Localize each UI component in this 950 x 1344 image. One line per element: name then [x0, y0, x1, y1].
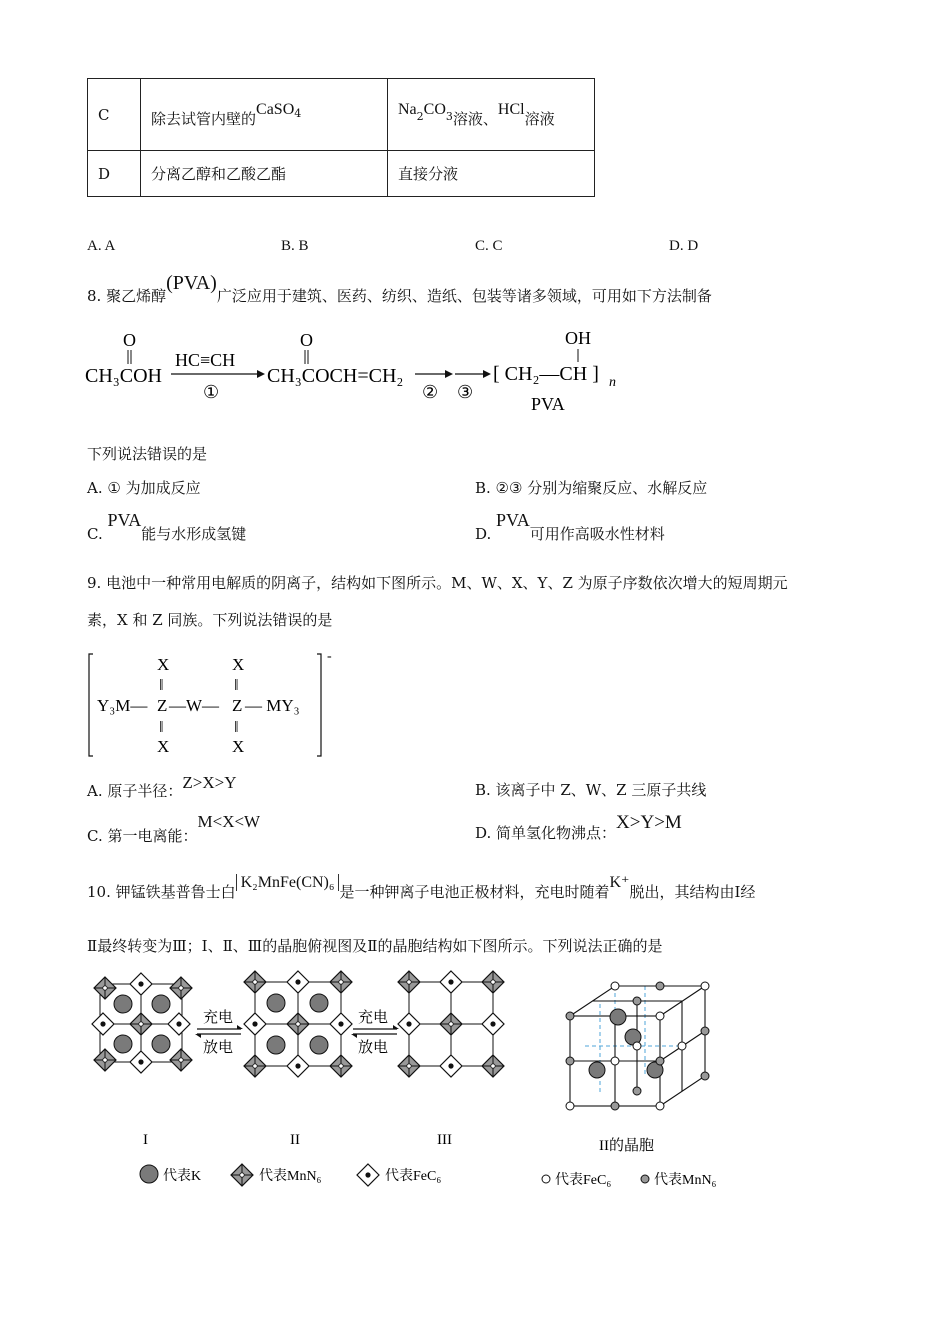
q7-option-c: C. C [475, 238, 503, 254]
k-atom [610, 1009, 626, 1025]
legend-mnn6: 代表MnN₆ [259, 1169, 322, 1184]
charge-arrows-1 [195, 1008, 243, 1056]
z-atom-right: Z [232, 696, 243, 715]
legend-fec6: 代表FeC₆ [385, 1169, 442, 1184]
q7-option-b: B. B [281, 238, 309, 254]
x-atom-bottom-right: X [232, 737, 245, 756]
svg-text:充电: 充电 [203, 1010, 234, 1026]
q8-option-a: A. ① 为加成反应 [87, 479, 201, 497]
legend-mnn6-cell: 代表MnN₆ [654, 1173, 717, 1188]
svg-text:放电: 放电 [358, 1040, 389, 1056]
k-atom [114, 1035, 132, 1053]
label-unit-cell: II的晶胞 [599, 1138, 654, 1154]
anion-charge: - [327, 649, 332, 664]
step-1-label: ① [203, 382, 220, 402]
svg-text:放电: 放电 [203, 1040, 234, 1056]
carbonyl-o-1: O [123, 330, 136, 350]
legend-mnn6-cell-symbol [641, 1175, 649, 1183]
table-row [88, 151, 595, 197]
step-3-label: ③ [457, 382, 474, 402]
q9-option-b: B. 该离子中 Z、W、Z 三原子共线 [475, 781, 707, 799]
x-atom-top-right: X [232, 655, 245, 674]
q8-option-c: C. PVA能与水形成氢键 [87, 510, 247, 543]
k-atom [267, 1036, 285, 1054]
w-bridge: —W— [169, 696, 220, 715]
label-II: II [290, 1132, 300, 1148]
k-atom [589, 1062, 605, 1078]
k-atom [310, 1036, 328, 1054]
crystal-structure-figure [85, 962, 735, 1202]
carbonyl-o-2: O [300, 330, 313, 350]
row-purpose: 除去试管内壁的CaSO$^4$ [141, 79, 388, 151]
acetic-acid: CH₃COH [85, 365, 162, 387]
anion-structure [85, 648, 345, 764]
k-atom [152, 1035, 170, 1053]
k-atom [114, 995, 132, 1013]
q9-option-a: A. 原子半径：Z>X>Y [87, 773, 237, 800]
row-method: 直接分液 [388, 151, 595, 197]
legend-fec6-cell-symbol [542, 1175, 550, 1183]
q10-stem-line-2: Ⅱ最终转变为Ⅲ；Ⅰ、Ⅱ、Ⅲ的晶胞俯视图及Ⅱ的晶胞结构如下图所示。下列说法正确的是 [87, 937, 663, 955]
q8-stem: 8. 聚乙烯醇(PVA)广泛应用于建筑、医药、纺织、造纸、包装等诸多领域，可用如下方法制备 [87, 272, 712, 305]
q9-option-c: C. 第一电离能：M<X<W [87, 812, 261, 845]
step-2-label: ② [422, 382, 439, 402]
k-atom [152, 995, 170, 1013]
options-table [87, 78, 595, 197]
legend-k-symbol [140, 1165, 158, 1183]
y3m-group: Y₃M— [97, 696, 148, 715]
row-label: D [88, 151, 141, 197]
q9-stem-line-2: 素，X 和 Z 同族。下列说法错误的是 [87, 611, 333, 629]
row-purpose: 分离乙醇和乙酸乙酯 [141, 151, 388, 197]
row-label: C [88, 79, 141, 151]
acetylene-reagent: HC≡CH [175, 350, 236, 370]
charge-arrows-2 [351, 1008, 399, 1056]
q9-stem-line-1: 9. 电池中一种常用电解质的阴离子，结构如下图所示。M、W、X、Y、Z 为原子序数依次增大的短周期元 [87, 574, 788, 592]
table-row [88, 79, 595, 151]
z-atom-left: Z [157, 696, 168, 715]
q7-option-d: D. D [669, 238, 699, 254]
q8-option-b: B. ②③ 分别为缩聚反应、水解反应 [475, 479, 708, 497]
label-I: I [143, 1132, 148, 1148]
legend-fec6-cell: 代表FeC₆ [555, 1173, 612, 1188]
svg-text:充电: 充电 [358, 1010, 389, 1026]
x-atom-top-left: X [157, 655, 170, 674]
panel-III-top-view [398, 971, 504, 1077]
degree-n: n [609, 375, 616, 390]
double-bond: ‖ [234, 719, 239, 736]
my3-group: — MY₃ [245, 696, 300, 715]
double-bond: ‖ [159, 719, 164, 736]
unit-cell-II [566, 982, 709, 1110]
row-reagent: $Na^2CO^3$溶液、HCl溶液 [388, 79, 595, 151]
q8-question: 下列说法错误的是 [87, 445, 208, 463]
panel-I-top-view [92, 973, 192, 1073]
k-atom [267, 994, 285, 1012]
q8-option-d: D. PVA可用作高吸水性材料 [475, 510, 665, 543]
x-atom-bottom-left: X [157, 737, 170, 756]
panel-II-top-view [244, 971, 352, 1077]
double-bond: ‖ [159, 677, 164, 694]
hydroxyl-oh: OH [565, 328, 591, 348]
k-atom [310, 994, 328, 1012]
pva-repeat-unit: [ CH₂—CH ] [493, 363, 599, 385]
double-bond: ‖ [234, 677, 239, 694]
label-III: III [437, 1132, 452, 1148]
pva-synthesis-scheme [85, 322, 645, 418]
vinyl-acetate: CH₃COCH=CH₂ [267, 365, 404, 387]
q9-option-d: D. 简单氢化物沸点：X>Y>M [475, 812, 682, 842]
legend-k: 代表K [163, 1169, 202, 1184]
q7-option-a: A. A [87, 238, 116, 254]
pva-label: PVA [531, 394, 565, 414]
q10-stem-line-1: 10. 钾锰铁基普鲁士白K₂MnFe(CN)₆是一种钾离子电池正极材料，充电时随着K⁺脱出，其结构由Ⅰ经 [87, 874, 756, 901]
